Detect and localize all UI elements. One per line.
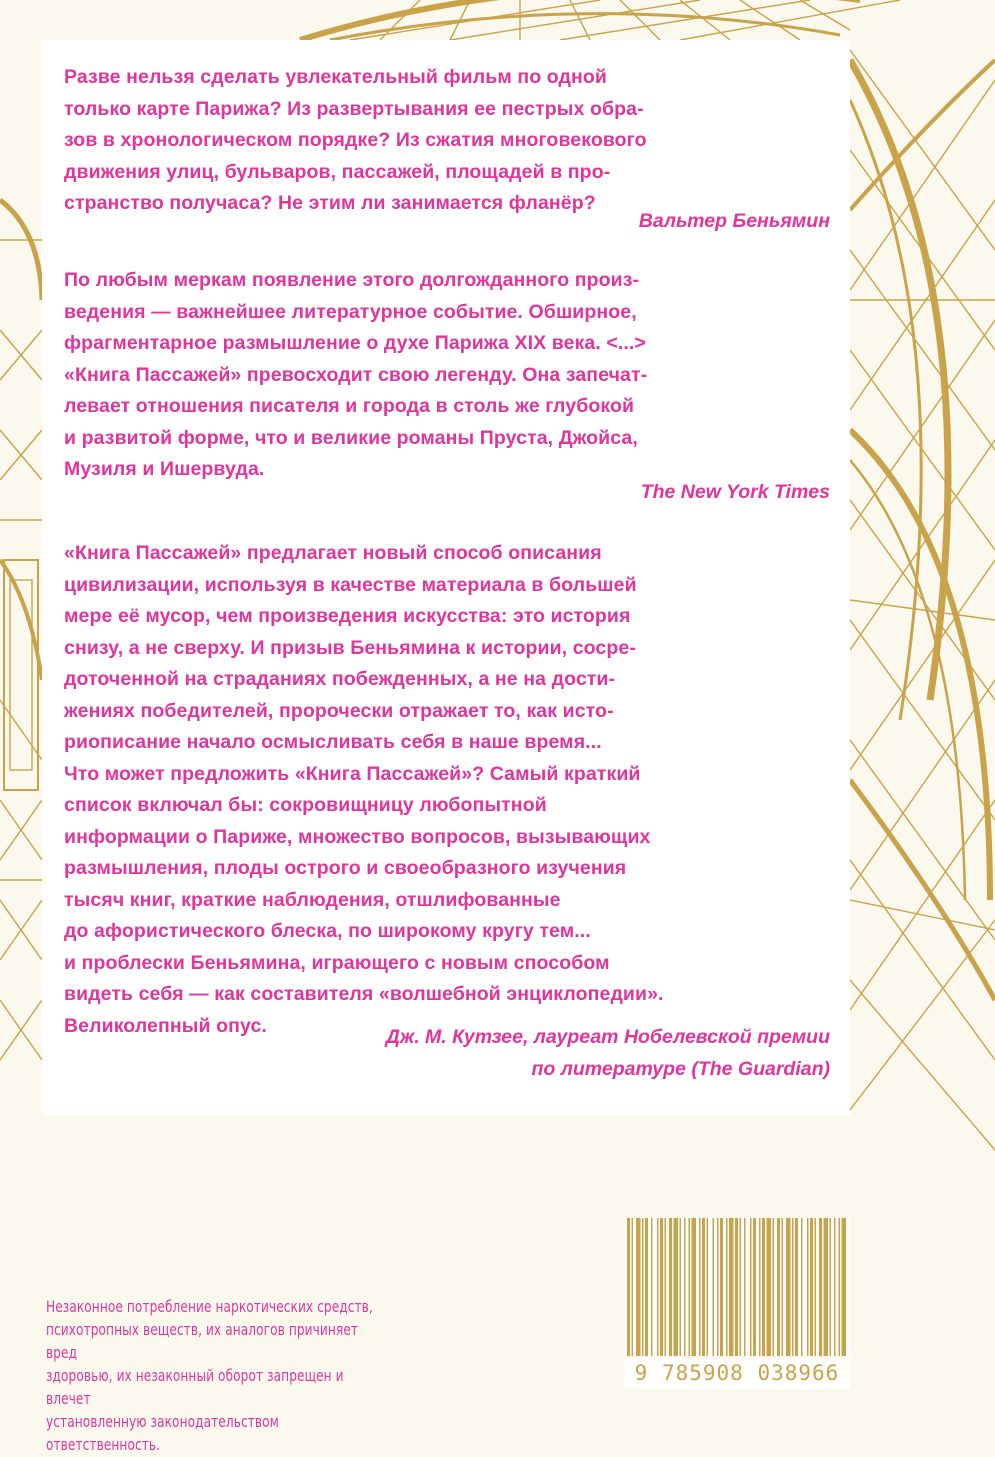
barcode-bar — [824, 1218, 829, 1356]
barcode-bar — [830, 1218, 832, 1356]
barcode-bar — [792, 1218, 794, 1356]
barcode-bar — [684, 1218, 686, 1356]
barcode-bars — [624, 1218, 850, 1356]
barcode-bar — [729, 1218, 734, 1356]
barcode-bar — [717, 1218, 719, 1356]
barcode-bar — [632, 1218, 634, 1356]
barcode-bar — [699, 1218, 701, 1356]
barcode-bar — [819, 1218, 822, 1356]
barcode-bar — [627, 1218, 630, 1356]
barcode-bar — [807, 1218, 809, 1356]
attribution-coetzee: Дж. М. Кутзее, лауреат Нобелевской премии по литературе (The Guardian) — [385, 1026, 830, 1080]
barcode-bar — [759, 1218, 761, 1356]
barcode-bar — [642, 1218, 644, 1356]
barcode-bar — [674, 1218, 679, 1356]
quote-benjamin: Разве нельзя сделать увлекательный фильм по одной только карте Парижа? Из развертывания ее пестрых обра- зов в хронологическом порядке? Из сжатия многовекового движения улиц, бульваров, пассажей, площадей в про- странство получаса? Не этим ли занимается фланёр? — [64, 66, 647, 214]
barcode-bar — [810, 1218, 813, 1356]
barcode-bar — [651, 1218, 653, 1356]
barcode-bar — [689, 1218, 691, 1356]
barcode-bar — [773, 1218, 775, 1356]
barcode-bar — [750, 1218, 752, 1356]
barcode-bar — [762, 1218, 765, 1356]
quote-nyt: По любым меркам появление этого долгожданного произ- ведения — важнейшее литературное событие. Обширное, фрагментарное размышление о духе Парижа XIX века. <...> «Книга Пассажей» превосходит свою легенду. Она запечат- левает отношения писателя и города в столь же глубокой и развитой форме, что и великие романы Пруста, Джойса, Музиля и Ишервуда. — [64, 269, 648, 480]
quote-coetzee: «Книга Пассажей» предлагает новый способ описания цивилизации, используя в качестве материала в большей мере её мусор, чем произведения искусства: это история снизу, а не сверху. И призыв Беньямина к истории, сосре- доточенной на страданиях побежденных, а не на дости- жениях победителей, пророчески отражает то, как исто- риописание начало осмысливать себя в наше время... Что может предложить «Книга Пассажей»? Самый краткий список включал бы: сокровищницу любопытной информации о Париже, множество вопросов, вызывающих размышления, плоды острого и своеобразного изучения тысяч книг, краткие наблюдения, отшлифованные до афористического блеска, по широкому кругу тем... и проблески Беньямина, играющего с новым способом видеть себя — как составителя «волшебной энциклопедии». Великолепный опус. — [64, 542, 664, 1037]
barcode-bar — [777, 1218, 780, 1356]
isbn-number: 9 785908 038966 — [634, 1361, 840, 1385]
barcode-bar — [786, 1218, 791, 1356]
legal-warning: Незаконное потребление наркотических средств, психотропных веществ, их аналогов причиняет вред здоровью, их незаконный оборот запрещен и влечет установленную законодательством ответственность. — [46, 1298, 373, 1454]
barcode-bar — [839, 1218, 841, 1356]
barcode-bar — [660, 1218, 663, 1356]
barcode-bar — [665, 1218, 667, 1356]
barcode-bar — [702, 1218, 705, 1356]
barcode-bar — [735, 1218, 738, 1356]
barcode-bar — [645, 1218, 648, 1356]
barcode-bar — [713, 1218, 715, 1356]
barcode-bar — [657, 1218, 659, 1356]
barcode-bar — [720, 1218, 723, 1356]
barcode-bar — [782, 1218, 784, 1356]
barcode-bar — [636, 1218, 641, 1356]
isbn-box — [624, 1359, 850, 1389]
barcode-bar — [842, 1218, 847, 1356]
barcode-bar — [834, 1218, 836, 1356]
barcode-bar — [801, 1218, 803, 1356]
barcode-bar — [744, 1218, 746, 1356]
barcode-bar — [680, 1218, 682, 1356]
barcode — [624, 1218, 850, 1356]
barcode-bar — [815, 1218, 817, 1356]
barcode-bar — [767, 1218, 772, 1356]
barcode-bar — [753, 1218, 756, 1356]
barcode-bar — [795, 1218, 798, 1356]
barcode-bar — [669, 1218, 672, 1356]
attribution-benjamin: Вальтер Беньямин — [638, 210, 830, 232]
barcode-bar — [692, 1218, 697, 1356]
barcode-bar — [740, 1218, 742, 1356]
barcode-bar — [707, 1218, 709, 1356]
barcode-bar — [726, 1218, 728, 1356]
attribution-nyt: The New York Times — [640, 481, 830, 503]
